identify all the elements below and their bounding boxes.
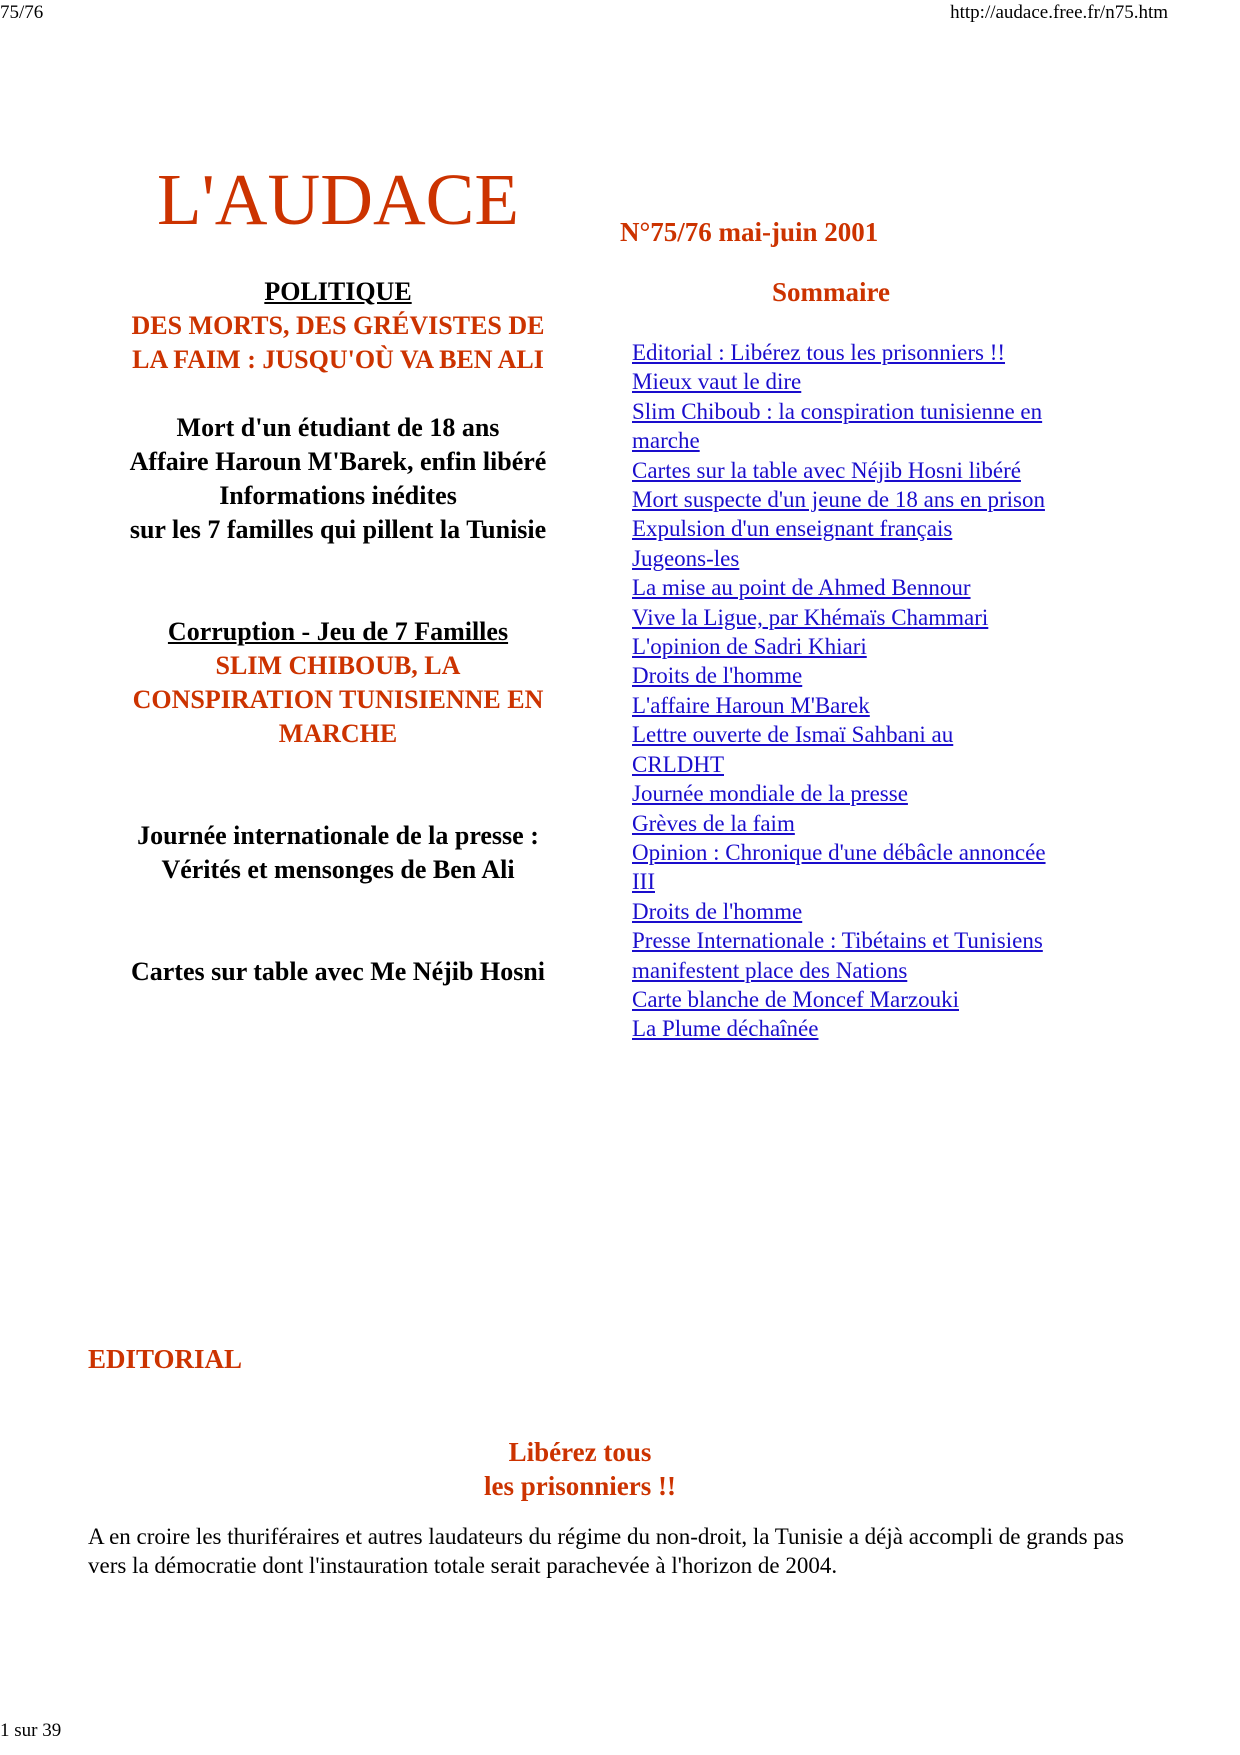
politique-headline: DES MORTS, DES GRÉVISTES DE LA FAIM : JUSQU'OÙ VA BEN ALI bbox=[131, 311, 545, 374]
corruption-headline: SLIM CHIBOUB, LA CONSPIRATION TUNISIENNE EN MARCHE bbox=[132, 651, 544, 748]
toc-link[interactable]: Opinion : Chronique d'une débâcle annoncée III bbox=[632, 839, 1046, 895]
teaser-line: Mort d'un étudiant de 18 ans bbox=[176, 413, 500, 442]
presse-line: Journée internationale de la presse : bbox=[137, 821, 539, 850]
toc-link[interactable]: La Plume déchaînée bbox=[632, 1016, 819, 1042]
teaser-line: Affaire Haroun M'Barek, enfin libéré bbox=[129, 447, 547, 476]
toc-link[interactable]: Slim Chiboub : la conspiration tunisienne en marche bbox=[632, 398, 1043, 454]
toc-link[interactable]: L'opinion de Sadri Khiari bbox=[632, 634, 867, 660]
corruption-block bbox=[118, 615, 558, 751]
toc-link[interactable]: Mort suspecte d'un jeune de 18 ans en prison bbox=[632, 487, 1045, 513]
toc-item bbox=[632, 897, 1047, 926]
toc-link[interactable]: La mise au point de Ahmed Bennour bbox=[632, 575, 971, 601]
editorial-title-line: Libérez tous bbox=[508, 1437, 652, 1467]
sommaire-list bbox=[632, 338, 1047, 1044]
toc-item bbox=[632, 485, 1047, 514]
toc-link[interactable]: Jugeons-les bbox=[632, 545, 740, 571]
toc-item bbox=[632, 514, 1047, 543]
presse-line: Vérités et mensonges de Ben Ali bbox=[161, 855, 515, 884]
editorial-title bbox=[380, 1435, 780, 1503]
left-column bbox=[118, 275, 558, 1023]
toc-item bbox=[632, 338, 1047, 367]
toc-item bbox=[632, 367, 1047, 396]
editorial-body: A en croire les thuriféraires et autres laudateurs du régime du non-droit, la Tunisie a déjà accompli de grands pas vers la démocratie dont l'instauration totale serait parachevée à l'horizon de 2004. bbox=[88, 1524, 1124, 1578]
toc-link[interactable]: Journée mondiale de la presse bbox=[632, 781, 908, 807]
toc-link[interactable]: Presse Internationale : Tibétains et Tunisiens manifestent place des Nations bbox=[632, 928, 1043, 983]
toc-link[interactable]: Expulsion d'un enseignant français bbox=[632, 516, 953, 542]
header-page-number: 75/76 bbox=[0, 2, 44, 23]
politique-block bbox=[118, 275, 558, 377]
toc-item bbox=[632, 603, 1047, 632]
toc-item bbox=[632, 456, 1047, 485]
toc-item bbox=[632, 632, 1047, 661]
toc-item bbox=[632, 809, 1047, 838]
toc-item bbox=[632, 573, 1047, 602]
header-url: http://audace.free.fr/n75.htm bbox=[950, 2, 1168, 23]
toc-link[interactable]: Cartes sur la table avec Néjib Hosni libéré bbox=[632, 457, 1021, 483]
toc-item bbox=[632, 985, 1047, 1014]
toc-link[interactable]: Lettre ouverte de Ismaï Sahbani au CRLDHT bbox=[632, 722, 954, 777]
sommaire-title: Sommaire bbox=[772, 277, 890, 307]
teaser-line: sur les 7 familles qui pillent la Tunisie bbox=[129, 515, 547, 544]
toc-link[interactable]: L'affaire Haroun M'Barek bbox=[632, 692, 870, 718]
issue-label: N°75/76 mai-juin 2001 bbox=[620, 217, 879, 247]
toc-item bbox=[632, 779, 1047, 808]
footer-page-count: 1 sur 39 bbox=[0, 1720, 62, 1741]
toc-item bbox=[632, 838, 1047, 897]
toc-link[interactable]: Grèves de la faim bbox=[632, 810, 795, 836]
toc-link[interactable]: Editorial : Libérez tous les prisonniers !! bbox=[632, 340, 1006, 365]
teaser-block bbox=[118, 411, 558, 547]
corruption-label: Corruption - Jeu de 7 Familles bbox=[167, 617, 509, 646]
toc-item bbox=[632, 691, 1047, 720]
teaser-line: Informations inédites bbox=[219, 481, 457, 510]
cartes-line: Cartes sur table avec Me Néjib Hosni bbox=[130, 957, 545, 986]
cartes-block bbox=[118, 955, 558, 989]
toc-link[interactable]: Mieux vaut le dire bbox=[632, 369, 802, 395]
toc-link[interactable]: Carte blanche de Moncef Marzouki bbox=[632, 986, 959, 1012]
toc-item bbox=[632, 1014, 1047, 1043]
toc-item bbox=[632, 544, 1047, 573]
toc-item bbox=[632, 720, 1047, 779]
masthead-title: L'AUDACE bbox=[157, 159, 519, 240]
toc-item bbox=[632, 926, 1047, 985]
toc-item bbox=[632, 397, 1047, 456]
editorial-label: EDITORIAL bbox=[88, 1344, 243, 1374]
politique-label: POLITIQUE bbox=[264, 277, 412, 306]
toc-link[interactable]: Droits de l'homme bbox=[632, 898, 803, 924]
toc-link[interactable]: Droits de l'homme bbox=[632, 663, 803, 689]
presse-block bbox=[118, 819, 558, 887]
toc-link[interactable]: Vive la Ligue, par Khémaïs Chammari bbox=[632, 604, 989, 630]
toc-item bbox=[632, 661, 1047, 690]
editorial-title-line: les prisonniers !! bbox=[484, 1471, 676, 1501]
